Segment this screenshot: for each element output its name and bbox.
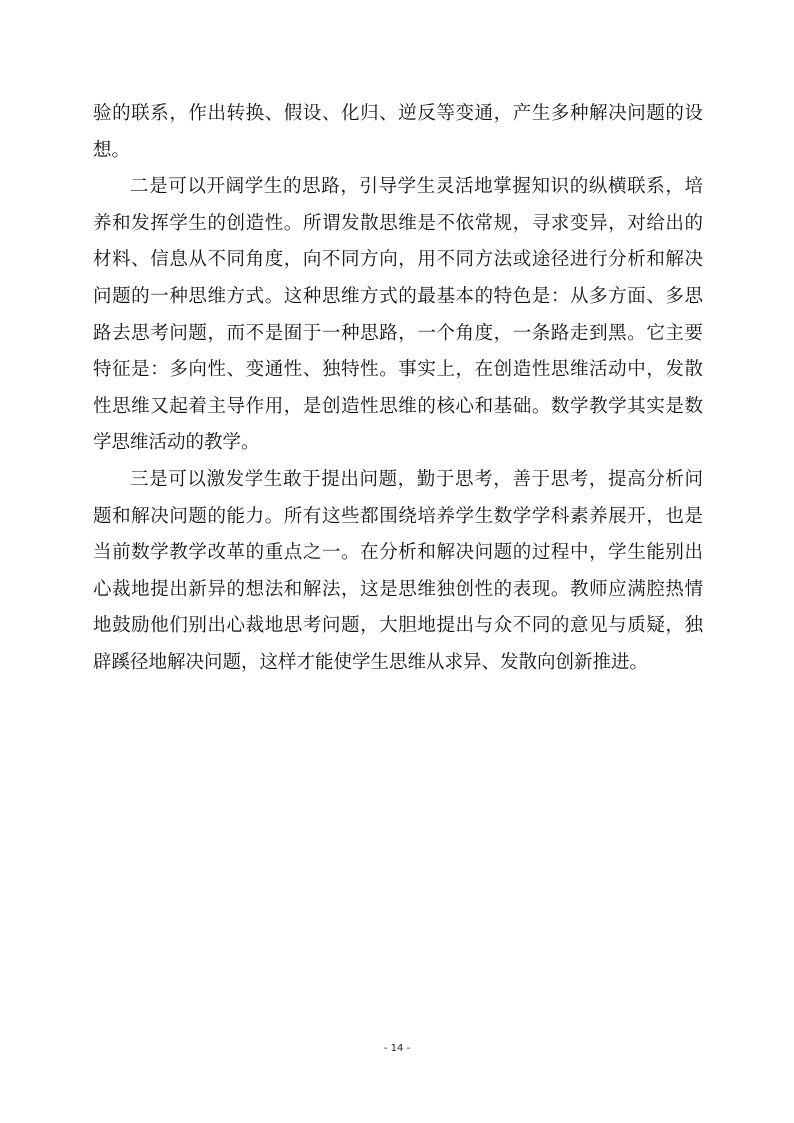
paragraph-second-point: 二是可以开阔学生的思路，引导学生灵活地掌握知识的纵横联系，培养和发挥学生的创造性。所谓发散思维是不依常规，寻求变异，对给出的材料、信息从不同角度，向不同方向，用不同方法或途径进行分析和解决问题的一种思维方式。这种思维方式的最基本的特色是：从多方面、多思路去思考问题，而不是囿于一种思路，一个角度，一条路走到黑。它主要特征是：多向性、变通性、独特性。事实上，在创造性思维活动中，发散性思维又起着主导作用，是创造性思维的核心和基础。数学教学其实是数学思维活动的教学。 <box>93 176 703 454</box>
page-number: - 14 - <box>383 1043 411 1054</box>
body-text <box>93 96 703 682</box>
paragraph-third-point: 三是可以激发学生敢于提出问题，勤于思考，善于思考，提高分析问题和解决问题的能力。所有这些都围绕培养学生数学学科素养展开，也是当前数学教学改革的重点之一。在分析和解决问题的过程中，学生能别出心裁地提出新异的想法和解法，这是思维独创性的表现。教师应满腔热情地鼓励他们别出心裁地思考问题，大胆地提出与众不同的意见与质疑，独辟蹊径地解决问题，这样才能使学生思维从求异、发散向创新推进。 <box>93 468 703 673</box>
paragraph-continuation: 验的联系，作出转换、假设、化归、逆反等变通，产生多种解决问题的设想。 <box>93 103 703 161</box>
